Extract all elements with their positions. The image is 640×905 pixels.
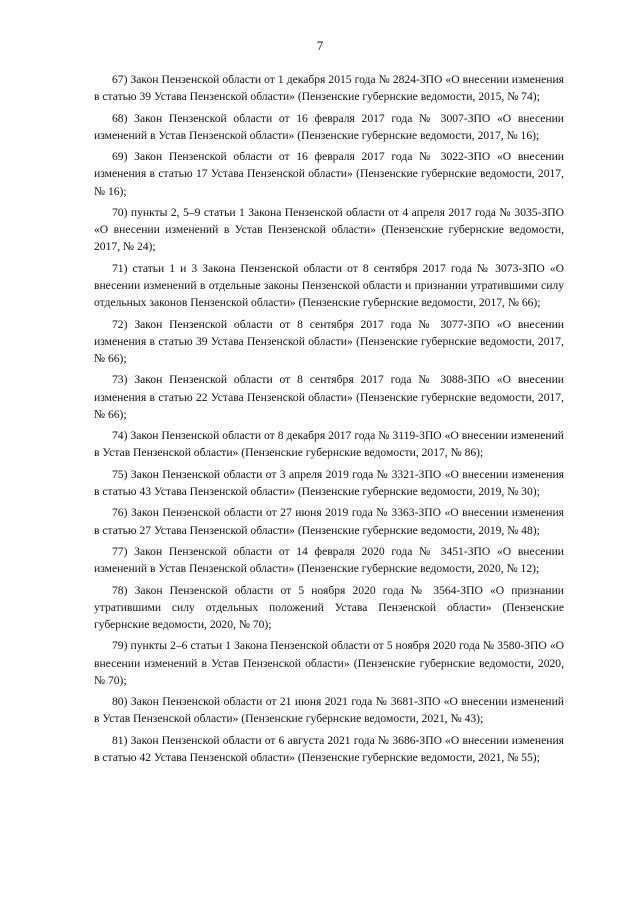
law-list-item: 77) Закон Пензенской области от 14 февраля 2020 года № 3451-ЗПО «О внесении изменений в Устав Пензенской области» (Пензенские губернские ведомости, 2020, № 12); — [94, 544, 564, 576]
law-list-item: 68) Закон Пензенской области от 16 февраля 2017 года № 3007-ЗПО «О внесении изменений в Устав Пензенской области» (Пензенские губернские ведомости, 2017, № 16); — [94, 111, 564, 142]
law-list-item: 78) Закон Пензенской области от 5 ноября 2020 года № 3564-ЗПО «О признании утратившими силу отдельных положений Устава Пензенской области» (Пензенские губернские ведомости, 2020, № 70); — [94, 583, 564, 631]
law-list-item: 71) статьи 1 и 3 Закона Пензенской области от 8 сентября 2017 года № 3073-ЗПО «О внесении изменений в отдельные законы Пензенской области и признании утратившими силу отдельных законов Пензенской области» (Пензенские губернские ведомости, 2017, № 66); — [94, 261, 564, 310]
law-list — [94, 71, 564, 770]
law-list-item: 67) Закон Пензенской области от 1 декабря 2015 года № 2824-ЗПО «О внесении изменения в статью 39 Устава Пензенской области» (Пензенские губернские ведомости, 2015, № 74); — [94, 73, 564, 104]
law-list-item: 73) Закон Пензенской области от 8 сентября 2017 года № 3088-ЗПО «О внесении изменения в статью 22 Устава Пензенской области» (Пензенские губернские ведомости, 2017, № 66); — [94, 373, 564, 421]
law-list-item: 80) Закон Пензенской области от 21 июня 2021 года № 3681-ЗПО «О внесении изменений в Устав Пензенской области» (Пензенские губернские ведомости, 2021, № 43); — [94, 695, 564, 726]
law-list-item: 76) Закон Пензенской области от 27 июня 2019 года № 3363-ЗПО «О внесении изменения в статью 27 Устава Пензенской области» (Пензенские губернские ведомости, 2019, № 48); — [94, 506, 564, 537]
law-list-item: 75) Закон Пензенской области от 3 апреля 2019 года № 3321-ЗПО «О внесении изменения в статью 43 Устава Пензенской области» (Пензенские губернские ведомости, 2019, № 30); — [94, 467, 564, 498]
law-list-item: 79) пункты 2–6 статьи 1 Закона Пензенской области от 5 ноября 2020 года № 3580-ЗПО «О внесении изменений в Устав Пензенской области» (Пензенские губернские ведомости, 2020, № 70); — [94, 639, 564, 687]
law-list-item: 74) Закон Пензенской области от 8 декабря 2017 года № 3119-ЗПО «О внесении изменений в Устав Пензенской области» (Пензенские губернские ведомости, 2017, № 86); — [94, 429, 564, 460]
page-number: 7 — [316, 38, 324, 53]
law-list-item: 72) Закон Пензенской области от 8 сентября 2017 года № 3077-ЗПО «О внесении изменения в статью 39 Устава Пензенской области» (Пензенские губернские ведомости, 2017, № 66); — [94, 317, 564, 365]
law-list-item: 69) Закон Пензенской области от 16 февраля 2017 года № 3022-ЗПО «О внесении изменения в статью 17 Устава Пензенской области» (Пензенские губернские ведомости, 2017, № 16); — [94, 150, 564, 198]
law-list-item: 70) пункты 2, 5–9 статьи 1 Закона Пензенской области от 4 апреля 2017 года № 3035-ЗПО «О внесении изменений в Устав Пензенской области» (Пензенские губернские ведомости, 2017, № 24); — [94, 205, 564, 254]
law-list-item: 81) Закон Пензенской области от 6 августа 2021 года № 3686-ЗПО «О внесении изменения в статью 42 Устава Пензенской области» (Пензенские губернские ведомости, 2021, № 55); — [94, 733, 564, 764]
